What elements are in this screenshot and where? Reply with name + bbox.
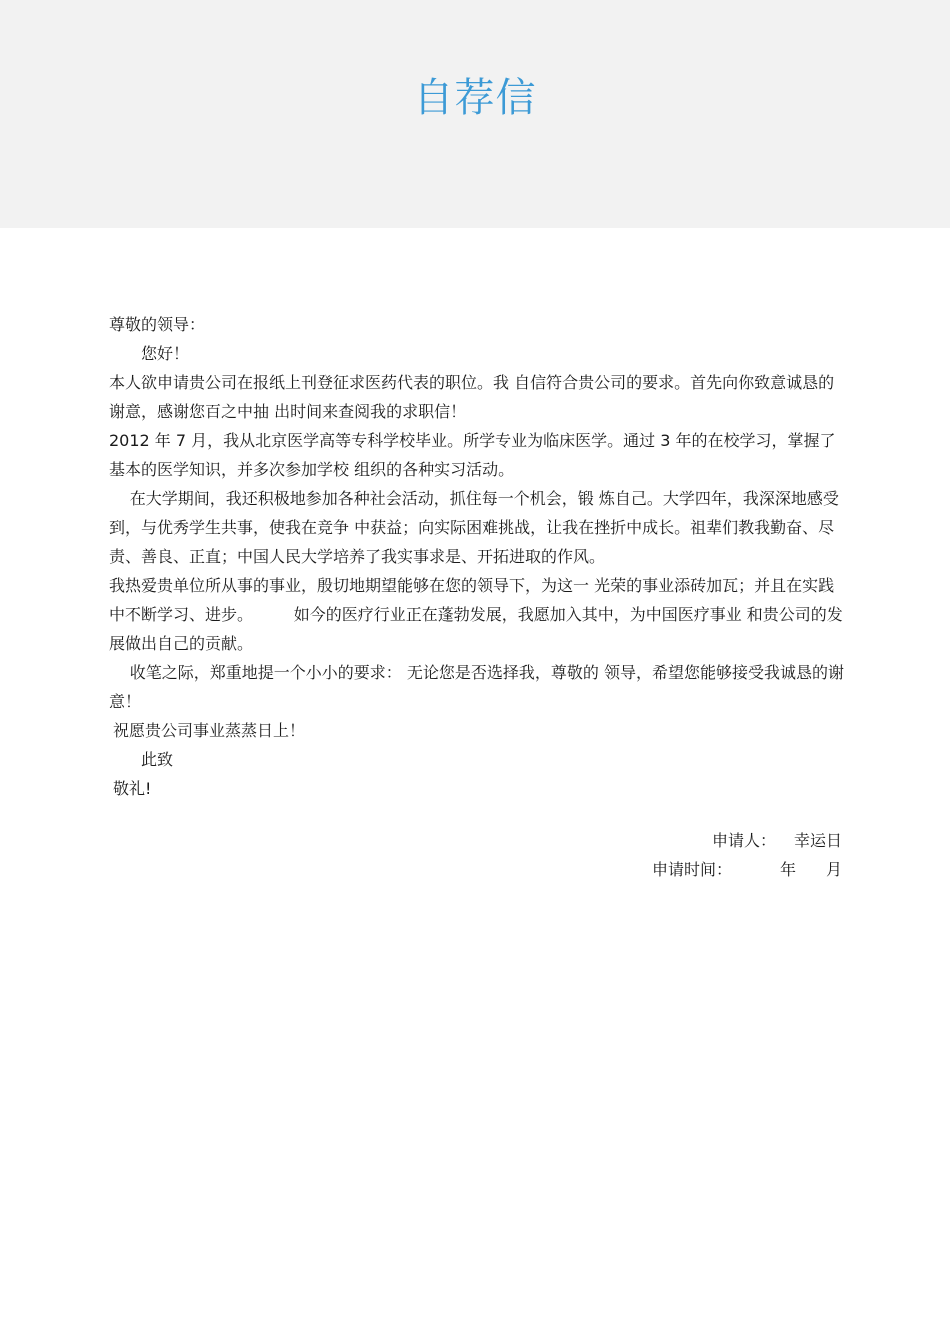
greeting: 您好！: [141, 344, 190, 363]
applicant-name: 幸运日: [793, 831, 842, 850]
year-label: 年: [779, 860, 796, 879]
wish-line: 祝愿贵公司事业蒸蒸日上！: [113, 721, 306, 740]
letter-body: [109, 310, 844, 803]
applicant-label: 申请人：: [711, 831, 776, 850]
page-title: 自荐信: [413, 75, 537, 121]
applicant-row: [652, 826, 842, 855]
paragraph-1: 本人欲申请贵公司在报纸上刊登征求医药代表的职位。我 自信符合贵公司的要求。首先向你致意诚恳的谢意，感谢您百之中抽 出时间来查阅我的求职信！: [109, 373, 835, 421]
header-banner: [0, 0, 950, 228]
time-row: [652, 855, 842, 884]
paragraph-3: 在大学期间，我还积极地参加各种社会活动，抓住每一个机会，锻 炼自己。大学四年，我深深地感受到，与优秀学生共事，使我在竞争 中获益；向实际困难挑战，让我在挫折中成长。祖辈们教我勤奋、尽 责、善良、正直；中国人民大学培养了我实事求是、开拓进取的作风。: [109, 489, 839, 566]
closing-line-1: 此致: [141, 750, 174, 769]
paragraph-4: 我热爱贵单位所从事的事业，殷切地期望能够在您的领导下，为这一 光荣的事业添砖加瓦；并且在实践中不断学习、进步。 如今的医疗行业正在蓬勃发展，我愿加入其中，为中国医疗事业 和贵公司的发展做出自己的贡献。: [109, 576, 843, 653]
signature-block: [652, 826, 842, 884]
month-label: 月: [825, 860, 842, 879]
time-label: 申请时间：: [651, 860, 732, 879]
closing-line-2: 敬礼!: [113, 779, 152, 798]
salutation: 尊敬的领导：: [109, 315, 206, 334]
paragraph-5: 收笔之际，郑重地提一个小小的要求： 无论您是否选择我，尊敬的 领导，希望您能够接受我诚恳的谢意！: [109, 663, 844, 711]
paragraph-2: 2012 年 7 月，我从北京医学高等专科学校毕业。所学专业为临床医学。通过 3 年的在校学习，掌握了基本的医学知识，并多次参加学校 组织的各种实习活动。: [109, 431, 836, 479]
